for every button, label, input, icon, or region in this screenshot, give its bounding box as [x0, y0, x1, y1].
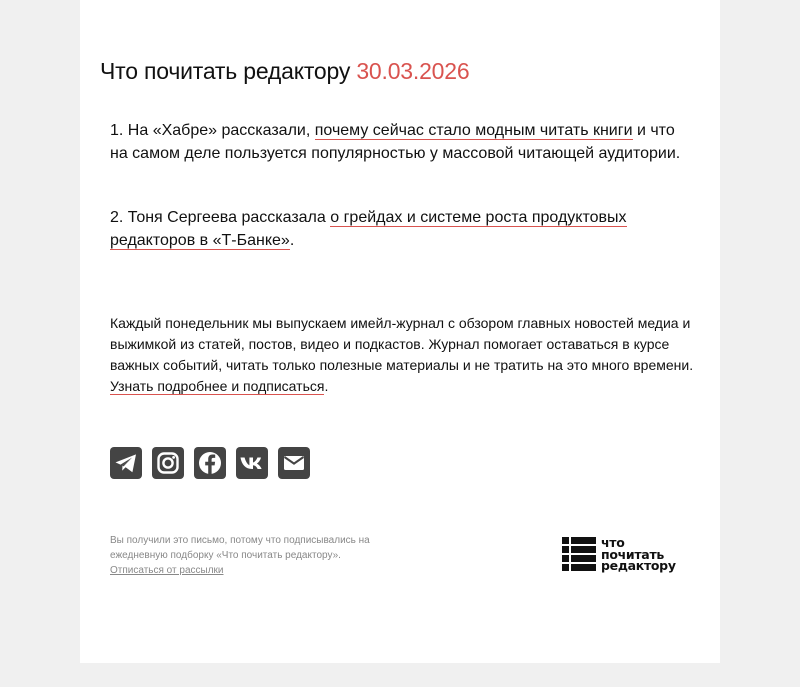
- vk-icon: [236, 447, 268, 479]
- facebook-link[interactable]: [194, 447, 226, 479]
- subscribe-link[interactable]: Узнать подробнее и подписаться: [110, 378, 325, 394]
- news-item-link[interactable]: о грейдах и системе роста продуктовых редакторов в «Т-Банке»: [110, 209, 627, 249]
- title-text: Что почитать редактору: [100, 58, 351, 84]
- issue-date: 30.03.2026: [356, 58, 470, 84]
- logo-line: что: [601, 535, 625, 550]
- instagram-link[interactable]: [152, 447, 184, 479]
- news-item: [110, 120, 690, 165]
- logo-mark-icon: [562, 537, 596, 572]
- news-item-text-after: и что на самом деле пользуется популярностью у массовой читающей аудитории.: [110, 122, 681, 162]
- unsubscribe-link[interactable]: Отписаться от рассылки: [110, 565, 224, 576]
- logo-line: почитать: [601, 546, 664, 562]
- logo-wordmark: [601, 537, 676, 572]
- news-item: [110, 207, 690, 252]
- telegram-link[interactable]: [110, 447, 142, 479]
- news-item-link[interactable]: почему сейчас стало модным читать книги: [314, 122, 633, 139]
- news-item-text: 1. На «Хабре» рассказали,: [110, 122, 315, 139]
- instagram-icon: [152, 447, 184, 479]
- about-text: Каждый понедельник мы выпускаем имейл-журнал с обзором главных новостей медиа и выжимкой из статей, постов, видео и подкастов. Журнал помогает оставаться в курсе важных событий, читать только полезные материалы и не тратить на это много времени.: [110, 315, 694, 373]
- logo-line: редактору: [601, 558, 676, 573]
- email-card: [80, 0, 720, 663]
- news-item-text-after: .: [289, 231, 295, 249]
- brand-logo: [562, 537, 676, 572]
- news-item-text: 2. Тоня Сергеева рассказала: [110, 209, 331, 226]
- about-newsletter: [110, 313, 695, 397]
- telegram-icon: [110, 447, 142, 479]
- email-icon: [278, 447, 310, 479]
- social-links: [110, 447, 310, 479]
- footer-note-text: Вы получили это письмо, потому что подписывались на ежедневную подборку «Что почитать редактору».: [110, 535, 370, 561]
- facebook-icon: [194, 447, 226, 479]
- footer-note: [110, 533, 400, 578]
- vk-link[interactable]: [236, 447, 268, 479]
- email-link[interactable]: [278, 447, 310, 479]
- page-title: [100, 58, 469, 85]
- about-text-after: .: [324, 378, 329, 394]
